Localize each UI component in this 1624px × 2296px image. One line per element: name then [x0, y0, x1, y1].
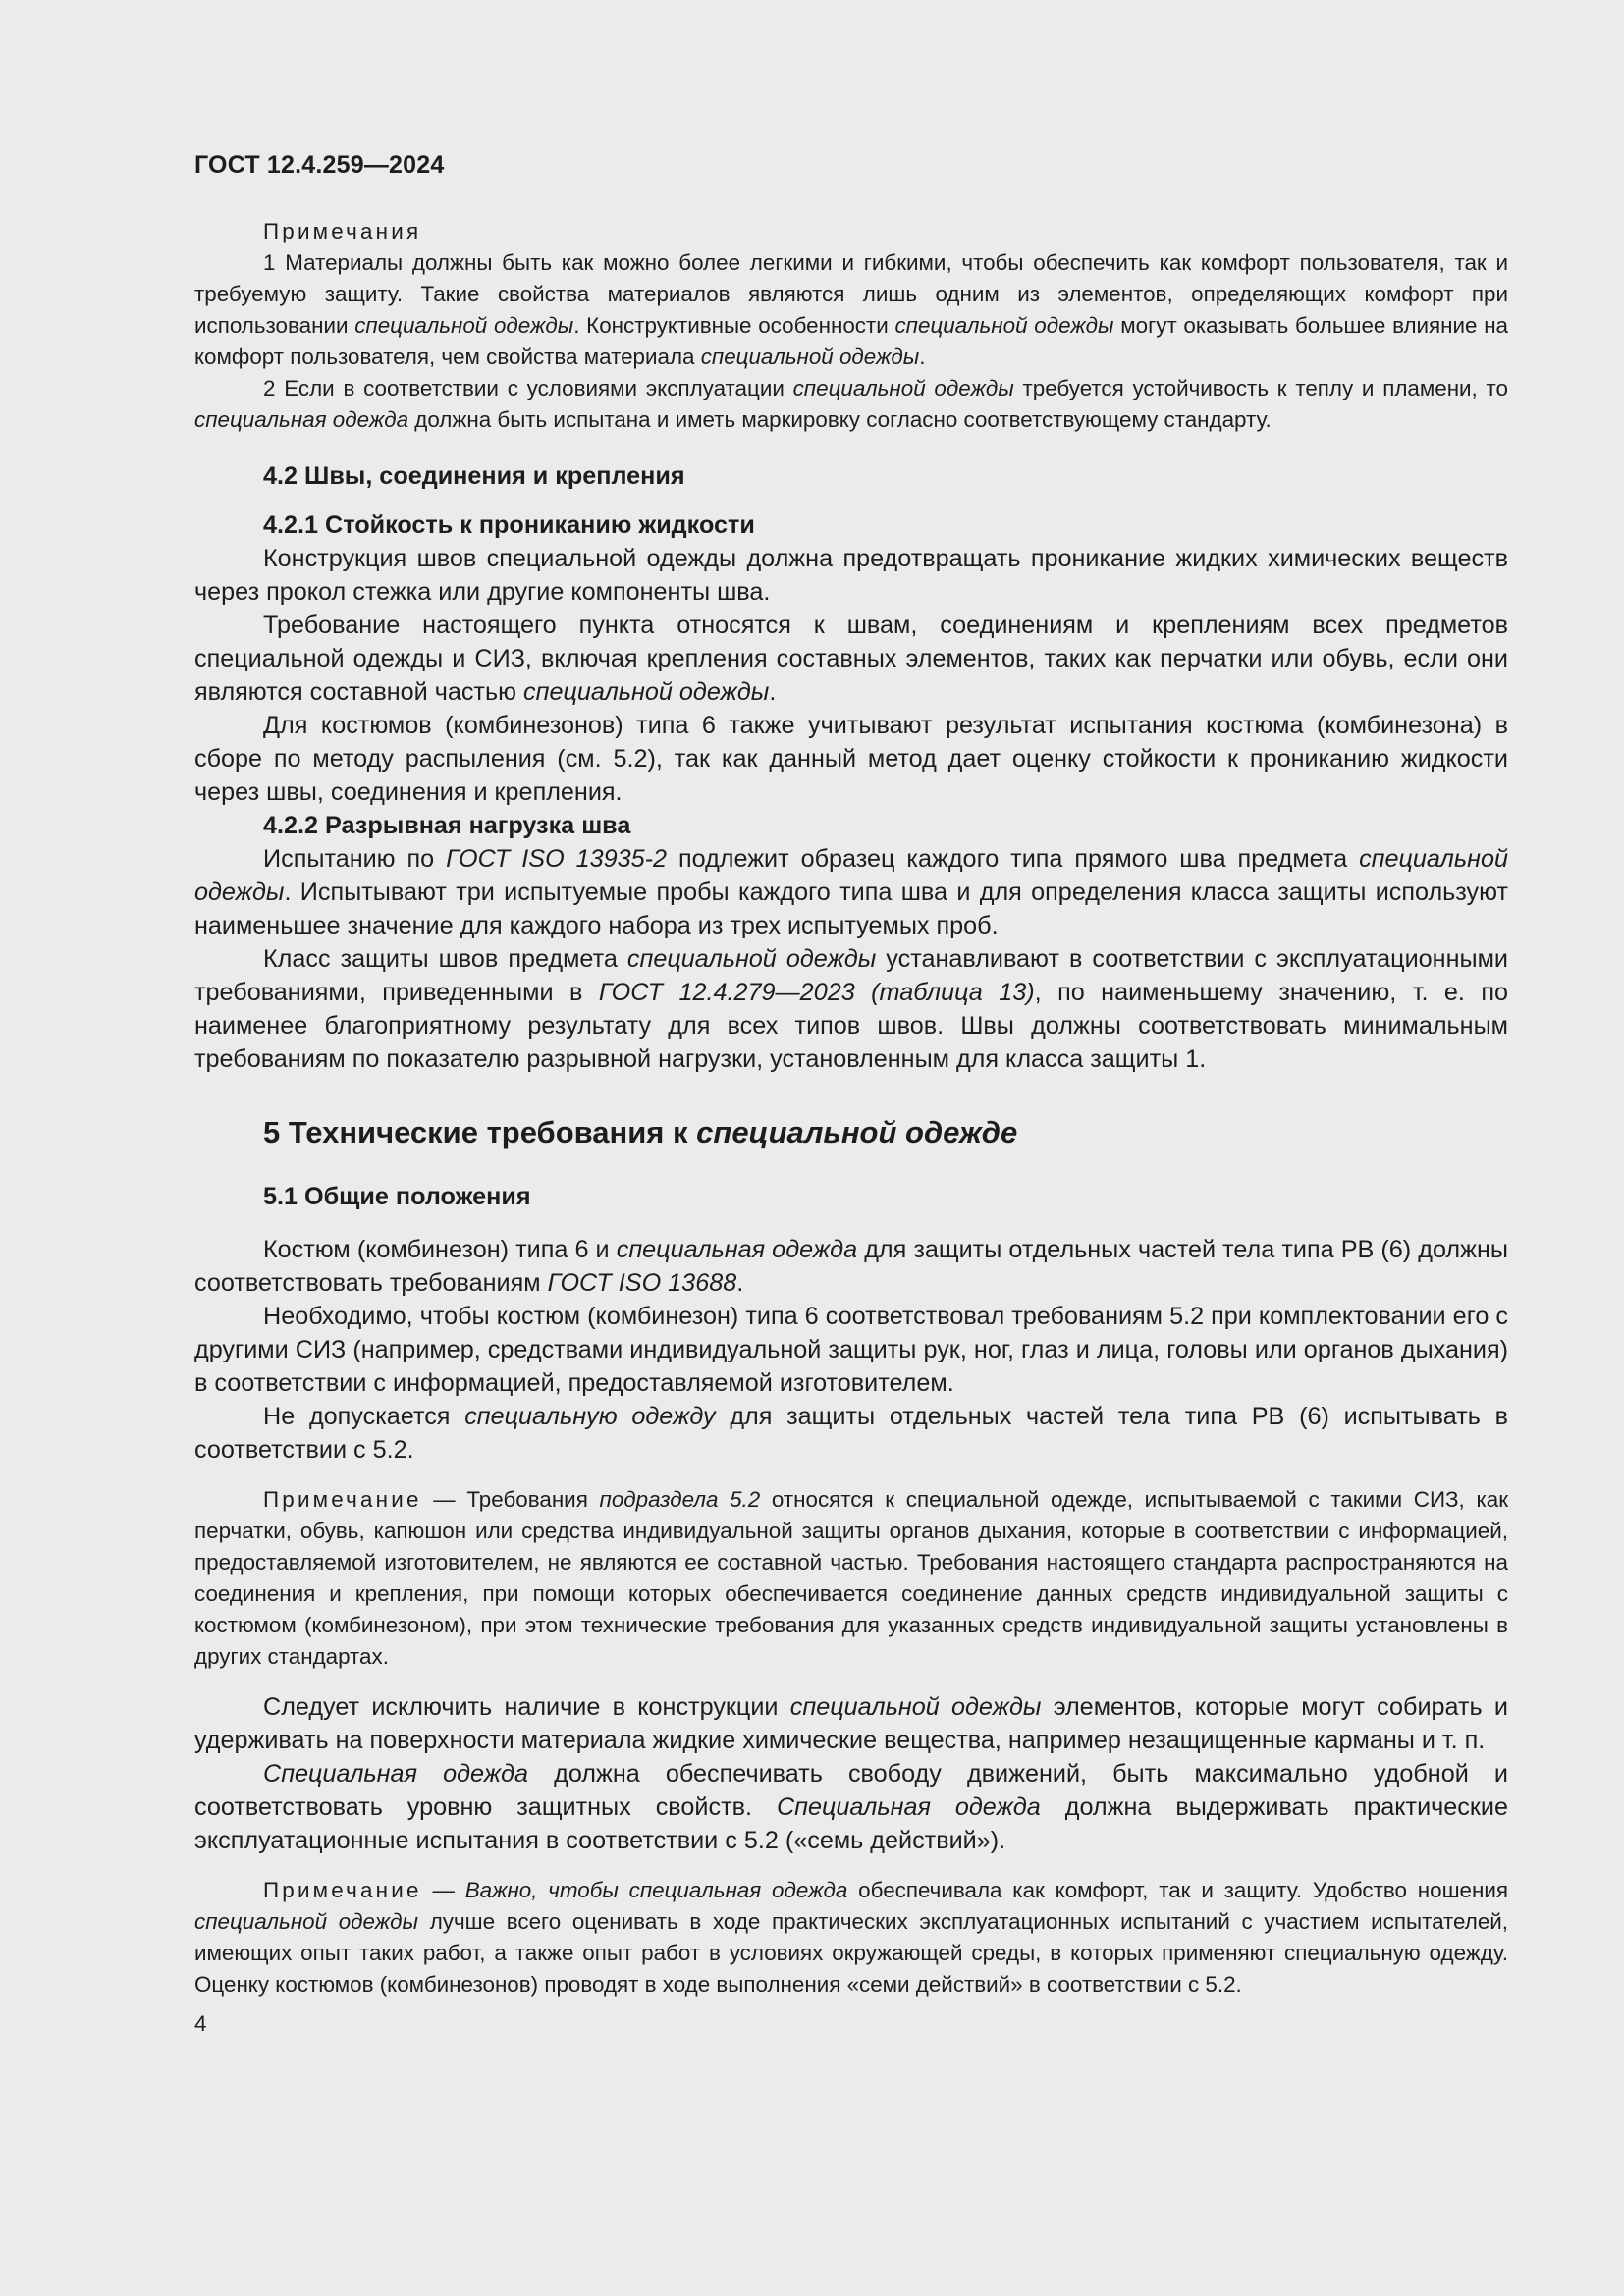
paragraph: Следует исключить наличие в конструкции специальной одежды элементов, которые могут собирать и удерживать на поверхности материала жидкие химические вещества, например незащищенные карманы и т. п. [194, 1693, 1508, 1754]
page-number: 4 [194, 2011, 207, 2036]
paragraph: Требование настоящего пункта относятся к швам, соединениям и креплениям всех предметов специальной одежды и СИЗ, включая крепления составных элементов, таких как перчатки или обувь, если они являются составной частью специальной одежды. [194, 612, 1508, 706]
paragraph: Специальная одежда должна обеспечивать свободу движений, быть максимально удобной и соответствовать уровню защитных свойств. Специальная одежда должна выдерживать практические эксплуатационные испытания в соответствии с 5.2 («семь действий»). [194, 1760, 1508, 1854]
paragraph: Конструкция швов специальной одежды должна предотвращать проникание жидких химических веществ через прокол стежка или другие компоненты шва. [194, 545, 1508, 606]
document-header: ГОСТ 12.4.259—2024 [194, 151, 445, 179]
section-5-title: 5 Технические требования к специальной одежде [263, 1115, 1018, 1149]
note-2: 2 Если в соответствии с условиями эксплуатации специальной одежды требуется устойчивость к теплу и пламени, то специальная одежда должна быть испытана и иметь маркировку согласно соответствующему стандарту. [194, 376, 1509, 432]
document-page [194, 145, 1508, 2040]
paragraph: Для костюмов (комбинезонов) типа 6 также учитывают результат испытания костюма (комбинезона) в сборе по методу распыления (см. 5.2), так как данный метод дает оценку стойкости к прониканию жидкости через швы, соединения и крепления. [194, 712, 1508, 806]
paragraph: Костюм (комбинезон) типа 6 и специальная одежда для защиты отдельных частей тела типа PB (6) должны соответствовать требованиям ГОСТ ISO 13688. [194, 1236, 1508, 1297]
paragraph: Класс защиты швов предмета специальной одежды устанавливают в соответствии с эксплуатационными требованиями, приведенными в ГОСТ 12.4.279—2023 (таблица 13), по наименьшему значению, т. е. по наименее благоприятному результату для всех типов швов. Швы должны соответствовать минимальным требованиям по показателю разрывной нагрузки, установленным для класса защиты 1. [194, 945, 1508, 1073]
paragraph: Необходимо, чтобы костюм (комбинезон) типа 6 соответствовал требованиям 5.2 при комплектовании его с другими СИЗ (например, средствами индивидуальной защиты рук, ног, глаз и лица, головы или органов дыхания) в соответствии с информацией, предоставляемой изготовителем. [194, 1303, 1508, 1397]
paragraph: Испытанию по ГОСТ ISO 13935-2 подлежит образец каждого типа прямого шва предмета специальной одежды. Испытывают три испытуемые пробы каждого типа шва и для определения класса защиты используют наименьшее значение для каждого набора из трех испытуемых проб. [194, 845, 1508, 939]
section-4-2-2-title: 4.2.2 Разрывная нагрузка шва [263, 812, 631, 839]
section-4-2-1-title: 4.2.1 Стойкость к прониканию жидкости [263, 511, 755, 539]
section-4-2-title: 4.2 Швы, соединения и крепления [263, 462, 685, 490]
note-1: 1 Материалы должны быть как можно более легкими и гибкими, чтобы обеспечить как комфорт пользователя, так и требуемую защиту. Такие свойства материалов являются лишь одним из элементов, определяющих комфорт при использовании специальной одежды. Конструктивные особенности специальной одежды могут оказывать большее влияние на комфорт пользователя, чем свойства материала специальной одежды. [194, 250, 1509, 369]
note-block: Примечание — Важно, чтобы специальная одежда обеспечивала как комфорт, так и защиту. Удобство ношения специальной одежды лучше всего оценивать в ходе практических эксплуатационных испытаний с участием испытателей, имеющих опыт таких работ, а также опыт работ в условиях окружающей среды, в которых применяют специальную одежду. Оценку костюмов (комбинезонов) проводят в ходе выполнения «семи действий» в соответствии с 5.2. [194, 1878, 1509, 1997]
note-block: Примечание — Требования подраздела 5.2 относятся к специальной одежде, испытываемой с такими СИЗ, как перчатки, обувь, капюшон или средства индивидуальной защиты органов дыхания, которые в соответствии с информацией, предоставляемой изготовителем, не являются ее составной частью. Требования настоящего стандарта распространяются на соединения и крепления, при помощи которых обеспечивается соединение данных средств индивидуальной защиты с костюмом (комбинезоном), при этом технические требования для указанных средств индивидуальной защиты установлены в других стандартах. [194, 1487, 1509, 1669]
section-5-1-title: 5.1 Общие положения [263, 1183, 531, 1210]
notes-title: Примечания [263, 219, 422, 243]
notes-block [194, 216, 1508, 436]
paragraph: Не допускается специальную одежду для защиты отдельных частей тела типа PB (6) испытывать в соответствии с 5.2. [194, 1403, 1508, 1464]
